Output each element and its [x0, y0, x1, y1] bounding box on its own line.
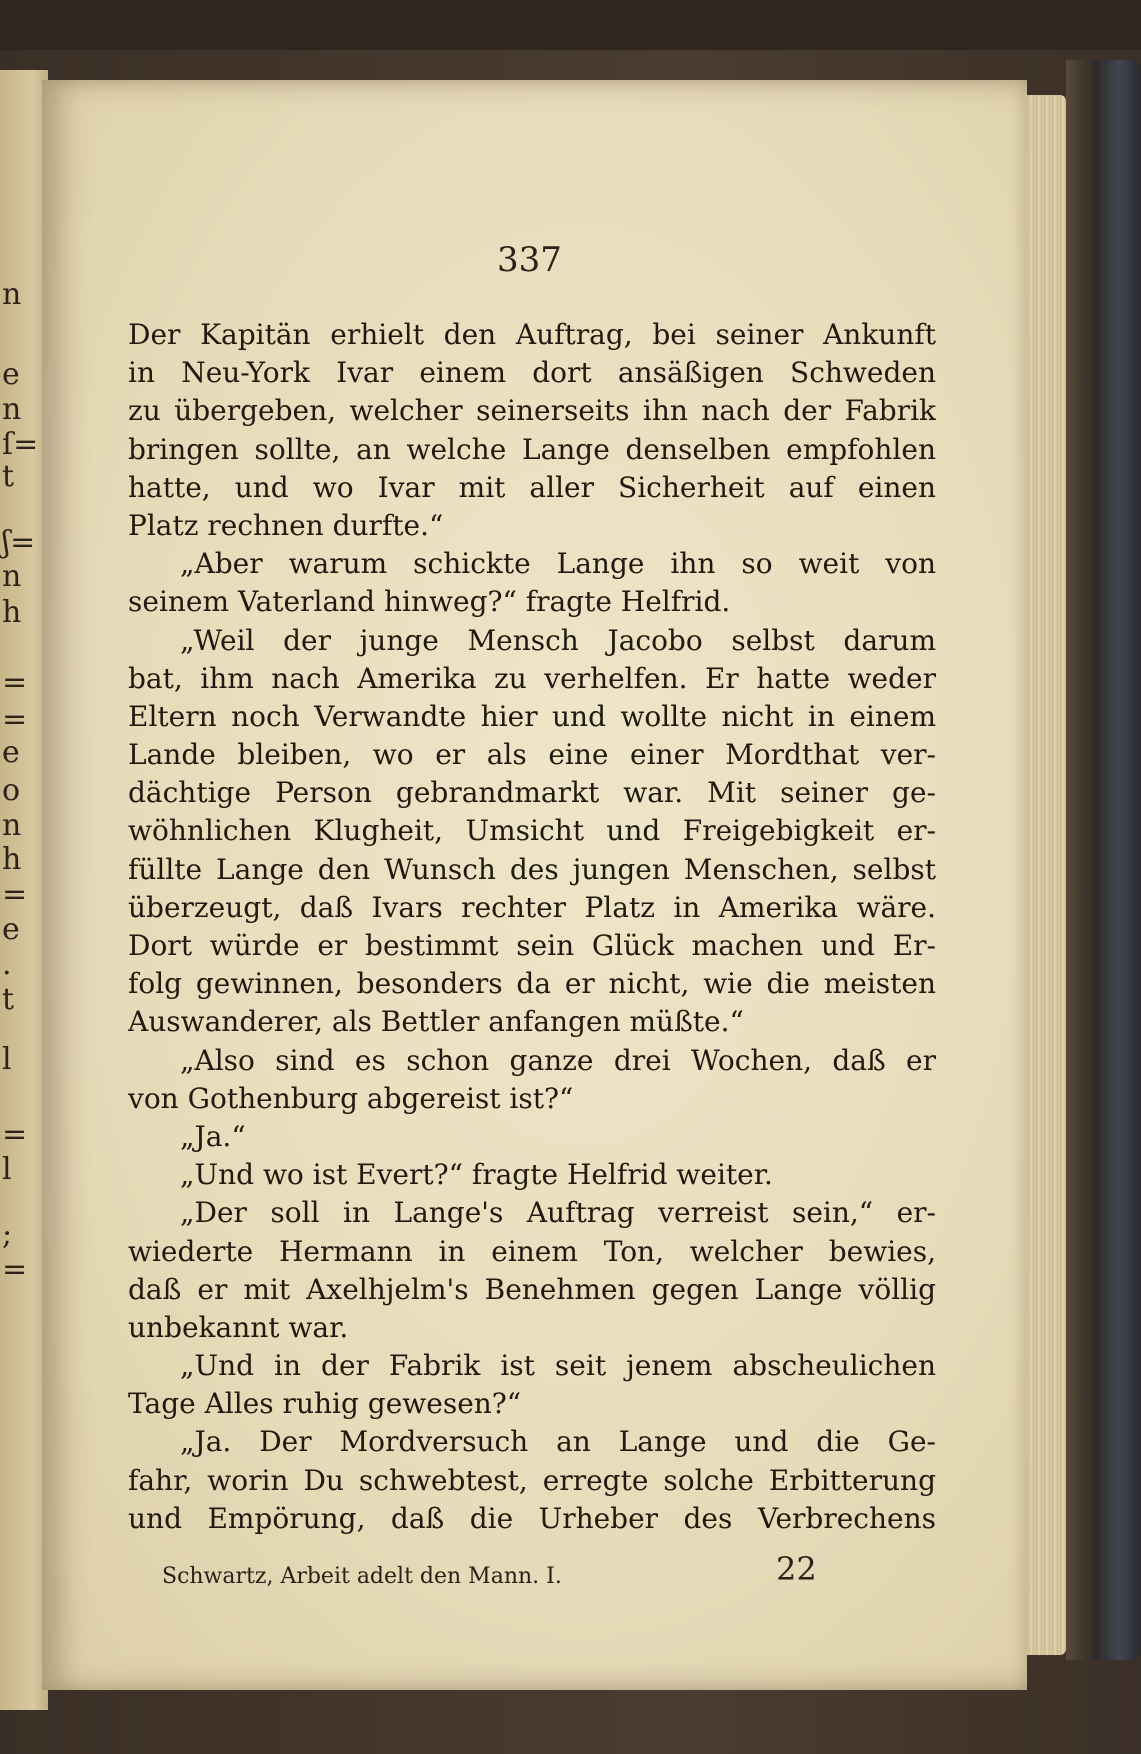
left-page-fragment: =: [2, 702, 28, 737]
text-line: „Also sind es schon ganze drei Wochen, daß er: [180, 1043, 936, 1077]
left-page-fragment: =: [2, 1117, 28, 1152]
left-page-fragment: ʃ=: [2, 525, 36, 560]
left-page-fragment: n: [2, 277, 22, 312]
text-line: daß er mit Axelhjelm's Benehmen gegen Lange völlig: [128, 1272, 936, 1306]
left-page-fragment: l: [2, 1042, 12, 1077]
text-line: folg gewinnen, besonders da er nicht, wie die meisten: [128, 967, 936, 1001]
text-line: Der Kapitän erhielt den Auftrag, bei seiner Ankunft: [128, 318, 936, 351]
text-line: „Ja. Der Mordversuch an Lange und die Ge-: [180, 1425, 936, 1459]
text-line: Auswanderer, als Bettler anfangen müßte.“: [128, 1005, 744, 1039]
left-page-fragment: h: [2, 595, 22, 630]
sheet-signature-number: 22: [776, 1550, 817, 1588]
previous-page-edge: [0, 70, 48, 1710]
text-line: „Weil der junge Mensch Jacobo selbst darum: [180, 623, 936, 657]
text-line: „Und wo ist Evert?“ fragte Helfrid weiter.: [180, 1158, 773, 1192]
left-page-fragment: e: [2, 357, 20, 392]
left-page-fragment: e: [2, 912, 20, 947]
text-line: dächtige Person gebrandmarkt war. Mit seiner ge-: [128, 776, 936, 810]
text-line: „Und in der Fabrik ist seit jenem abscheulichen: [180, 1349, 936, 1383]
book-page: [42, 80, 1027, 1690]
left-page-fragment: o: [2, 773, 21, 808]
left-page-fragment: =: [2, 665, 28, 700]
text-line: und Empörung, daß die Urheber des Verbrechens: [128, 1501, 936, 1535]
text-line: von Gothenburg abgereist ist?“: [128, 1081, 574, 1115]
left-page-fragment: n: [2, 392, 22, 427]
text-line: „Ja.“: [180, 1119, 246, 1153]
text-line: hatte, und wo Ivar mit aller Sicherheit auf einen: [128, 470, 936, 504]
book-spine-edge: [1066, 60, 1141, 1660]
text-line: überzeugt, daß Ivars rechter Platz in Amerika wäre.: [128, 890, 936, 924]
left-page-fragment: t: [2, 982, 15, 1017]
text-line: wiederte Hermann in einem Ton, welcher bewies,: [128, 1234, 936, 1268]
page-number: 337: [497, 240, 562, 280]
text-line: Platz rechnen durfte.“: [128, 508, 444, 542]
text-line: unbekannt war.: [128, 1310, 349, 1344]
text-line: „Der soll in Lange's Auftrag verreist sein,“ er-: [180, 1196, 936, 1230]
left-page-fragment: =: [2, 1252, 28, 1287]
text-line: Dort würde er bestimmt sein Glück machen und Er-: [128, 929, 936, 962]
left-page-fragment: =: [2, 877, 28, 912]
text-line: Tage Alles ruhig gewesen?“: [128, 1387, 522, 1421]
body-text: [128, 316, 936, 1538]
footer-signature-line: Schwartz, Arbeit adelt den Mann. I.: [162, 1564, 562, 1589]
left-page-fragment: ſ=: [2, 427, 39, 462]
left-page-fragment: e: [2, 735, 20, 770]
left-page-fragment: n: [2, 559, 22, 594]
text-line: bat, ihm nach Amerika zu verhelfen. Er hatte weder: [128, 661, 936, 695]
text-line: Eltern noch Verwandte hier und wollte nicht in einem: [128, 699, 936, 733]
text-line: wöhnlichen Klugheit, Umsicht und Freigebigkeit er-: [128, 814, 936, 848]
left-page-fragment: l: [2, 1152, 12, 1187]
text-line: in Neu-York Ivar einem dort ansäßigen Schweden: [128, 356, 936, 390]
left-page-fragment: ;: [2, 1217, 13, 1252]
left-page-fragment: .: [2, 947, 12, 982]
text-line: „Aber warum schickte Lange ihn so weit von: [180, 547, 936, 581]
left-page-fragment: h: [2, 842, 22, 877]
text-line: bringen sollte, an welche Lange denselben empfohlen: [128, 432, 936, 466]
left-page-fragment: n: [2, 808, 22, 843]
text-line: zu übergeben, welcher seinerseits ihn nach der Fabrik: [128, 394, 936, 428]
text-line: Lande bleiben, wo er als eine einer Mordthat ver-: [128, 738, 936, 772]
text-line: füllte Lange den Wunsch des jungen Menschen, selbst: [128, 852, 936, 886]
text-line: fahr, worin Du schwebtest, erregte solche Erbitterung: [128, 1463, 936, 1497]
text-line: seinem Vaterland hinweg?“ fragte Helfrid.: [128, 585, 731, 619]
left-page-fragment: t: [2, 459, 15, 494]
